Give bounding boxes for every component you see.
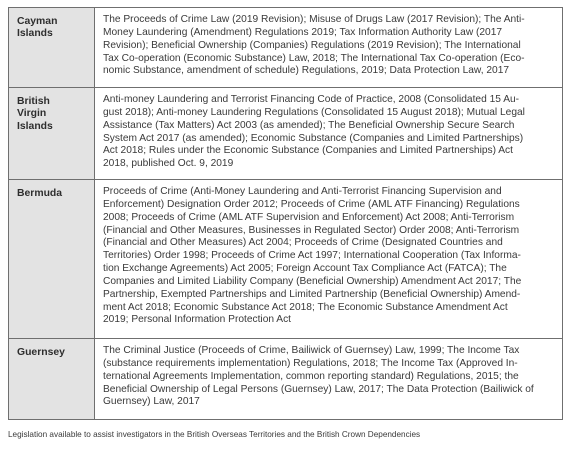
jurisdiction-name-line: Bermuda [17,188,63,199]
legislation-cell [95,180,562,338]
legislation-line: ment Act 2018; Economic Substance Act 2018; The Economic Substance Amendment Act [103,301,508,313]
table-row-bermuda [9,180,562,339]
legislation-line: Money Laundering (Amendment) Regulations 2019; Tax Information Authority Law (2017 [103,26,503,38]
legislation-line: Proceeds of Crime (Anti-Money Laundering and Anti-Terrorist Financing Supervision and [103,186,502,197]
legislation-line: Territories) Order 1998; Proceeds of Crime Act 1997; International Cooperation (Tax Informa- [103,250,521,262]
legislation-line: gust 2018); Anti-money Laundering Regulations (Consolidated 15 August 2018); Mutual Legal [103,106,525,118]
legislation-line: Revision); Beneficial Ownership (Companies) Regulations (2019 Revision); The International [103,39,521,51]
legislation-line: Act 2018; Rules under the Economic Substance (Companies and Limited Partnerships) Act [103,145,513,157]
legislation-cell [95,8,562,87]
legislation-line: nomic Substance, amendment of schedule) Regulations, 2019; Data Protection Law, 2017 [103,65,510,77]
legislation-line: tion Exchange Agreements) Act 2005; Foreign Account Tax Compliance Act (FATCA); The [103,263,507,275]
legislation-line: Partnership, Exempted Partnerships and Limited Partnership (Beneficial Ownership) Amend- [103,288,521,300]
legislation-line: Guernsey) Law, 2017 [103,396,200,408]
jurisdiction-name-line: Islands [17,28,53,40]
table-row-british-virgin-islands [9,88,562,180]
jurisdiction-cell [9,339,95,419]
jurisdiction-name-line: Cayman [17,16,58,27]
legislation-cell [95,88,562,179]
legislation-line: Assistance (Tax Matters) Act 2003 (as amended); The Beneficial Ownership Secure Search [103,119,515,131]
legislation-line: ternational Agreements Implementation, common reporting standard) Regulations, 2015; the [103,370,519,382]
legislation-line: Enforcement) Designation Order 2012; Proceeds of Crime (AML ATF Financing) Regulations [103,198,520,210]
jurisdiction-name-line: Islands [17,120,53,132]
jurisdiction-name-line: Virgin [17,108,47,120]
legislation-line: (substance requirements implementation) Regulations, 2018; The Income Tax (Approved In- [103,357,518,369]
legislation-line: System Act 2017 (as amended); Economic Substance (Companies and Limited Partnerships) [103,132,524,144]
legislation-line: Beneficial Ownership of Legal Persons (Guernsey) Law, 2017; The Data Protection (Bailiwick of [103,383,534,395]
legislation-line: 2018, published Oct. 9, 2019 [103,158,234,170]
legislation-line: (Financial and Other Measures) Act 2004; Proceeds of Crime (Designated Countries and [103,237,503,249]
legislation-cell [95,339,562,419]
jurisdiction-name-line: British [17,96,50,107]
legislation-table [8,7,563,420]
table-row-guernsey [9,339,562,419]
legislation-line: 2008; Proceeds of Crime (AML ATF Supervision and Enforcement) Act 2008; Anti-Terrorism [103,211,515,223]
legislation-line: Companies and Limited Liability Company (Beneficial Ownership) Amendment Act 2017; The [103,275,522,287]
jurisdiction-cell [9,8,95,87]
legislation-line: The Criminal Justice (Proceeds of Crime, Bailiwick of Guernsey) Law, 1999; The Income Tax [103,345,520,356]
jurisdiction-name-line: Guernsey [17,347,65,358]
legislation-line: Tax Co-operation (Economic Substance) Law, 2018; The International Tax Co-operation (Eco- [103,52,525,64]
legislation-line: The Proceeds of Crime Law (2019 Revision); Misuse of Drugs Law (2017 Revision); The Anti- [103,14,525,25]
table-caption: Legislation available to assist investigators in the British Overseas Territories and the British Crown Dependencies [8,430,421,439]
legislation-line: 2019; Personal Information Protection Act [103,314,292,326]
legislation-line: Anti-money Laundering and Terrorist Financing Code of Practice, 2008 (Consolidated 15 Au- [103,94,520,105]
table-row-cayman-islands [9,8,562,88]
jurisdiction-cell [9,88,95,179]
jurisdiction-cell [9,180,95,338]
legislation-line: (Financial and Other Measures, Businesses in Regulated Sector) Order 2008; Anti-Terrorism [103,224,520,236]
